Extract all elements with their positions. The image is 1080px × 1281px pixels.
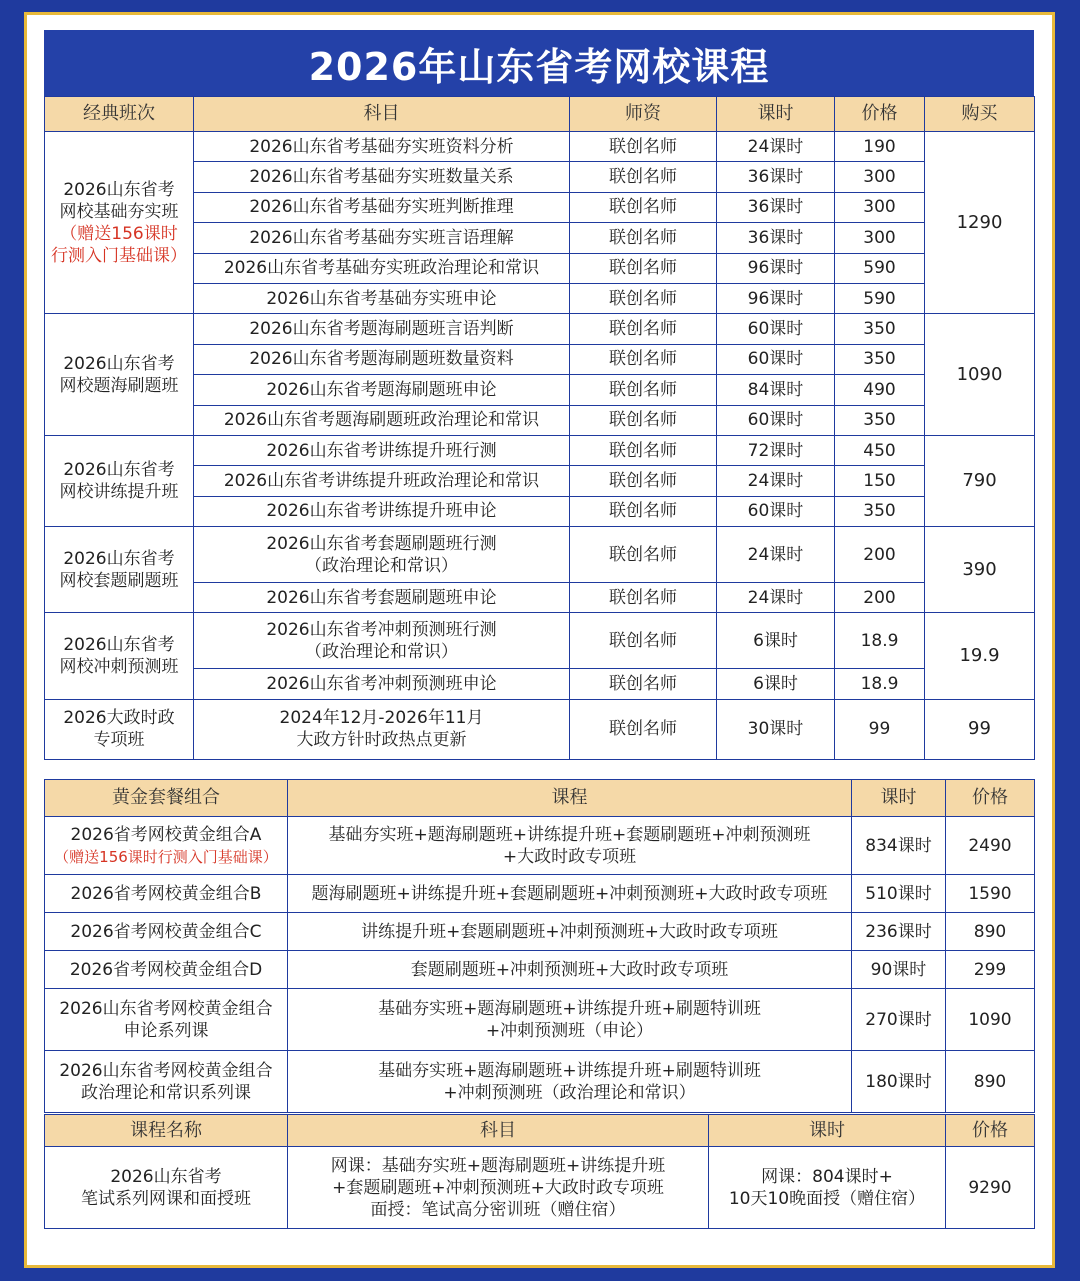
price-cell: 2490 — [946, 817, 1035, 875]
price-cell: 450 — [835, 435, 925, 465]
class-name: 2026山东省考 网校套题刷题班 — [59, 548, 179, 591]
hours-cell: 60课时 — [717, 344, 835, 374]
course-cell: 套题刷题班+冲刺预测班+大政时政专项班 — [288, 951, 852, 989]
teacher-cell: 联创名师 — [570, 253, 717, 283]
price-cell: 890 — [946, 913, 1035, 951]
price-cell: 300 — [835, 192, 925, 222]
class-name-cell — [45, 132, 194, 314]
table-header-row — [45, 97, 1035, 132]
subject-cell: 网课：基础夯实班+题海刷题班+讲练提升班 +套题刷题班+冲刺预测班+大政时政专项班 面授：笔试高分密训班（赠住宿） — [288, 1147, 709, 1229]
class-name-cell — [45, 699, 194, 759]
package-name-cell — [45, 817, 288, 875]
col-header-course-name: 课程名称 — [45, 1115, 288, 1147]
hours-cell: 60课时 — [717, 496, 835, 526]
col-header-subject: 科目 — [194, 97, 570, 132]
price-cell: 18.9 — [835, 613, 925, 669]
price-cell: 490 — [835, 375, 925, 405]
teacher-cell: 联创名师 — [570, 314, 717, 344]
price-cell: 150 — [835, 466, 925, 496]
classic-course-table — [44, 96, 1035, 760]
hours-cell: 36课时 — [717, 223, 835, 253]
col-header-course: 课程 — [288, 780, 852, 817]
teacher-cell: 联创名师 — [570, 344, 717, 374]
buy-price-cell: 790 — [925, 435, 1035, 526]
hours-cell: 180课时 — [852, 1051, 946, 1113]
hours-cell: 24课时 — [717, 466, 835, 496]
hours-cell: 834课时 — [852, 817, 946, 875]
subject-cell: 2026山东省考基础夯实班资料分析 — [194, 132, 570, 162]
hours-cell: 24课时 — [717, 132, 835, 162]
teacher-cell: 联创名师 — [570, 223, 717, 253]
subject-cell: 2026山东省考讲练提升班政治理论和常识 — [194, 466, 570, 496]
package-name-cell — [45, 1051, 288, 1113]
buy-price-cell: 99 — [925, 699, 1035, 759]
subject-cell: 2026山东省考讲练提升班行测 — [194, 435, 570, 465]
teacher-cell: 联创名师 — [570, 375, 717, 405]
course-name-cell: 2026山东省考 笔试系列网课和面授班 — [45, 1147, 288, 1229]
price-cell: 1090 — [946, 989, 1035, 1051]
subject-cell: 2026山东省考基础夯实班政治理论和常识 — [194, 253, 570, 283]
package-name: 2026省考网校黄金组合A — [70, 824, 262, 845]
class-name-cell — [45, 435, 194, 526]
class-name-cell — [45, 613, 194, 699]
course-cell: 讲练提升班+套题刷题班+冲刺预测班+大政时政专项班 — [288, 913, 852, 951]
subject-cell: 2024年12月-2026年11月 大政方针时政热点更新 — [194, 699, 570, 759]
hours-cell: 36课时 — [717, 192, 835, 222]
course-cell: 题海刷题班+讲练提升班+套题刷题班+冲刺预测班+大政时政专项班 — [288, 875, 852, 913]
teacher-cell: 联创名师 — [570, 162, 717, 192]
subject-cell: 2026山东省考基础夯实班数量关系 — [194, 162, 570, 192]
table-row — [45, 496, 1035, 526]
course-cell: 基础夯实班+题海刷题班+讲练提升班+刷题特训班 +冲刺预测班（政治理论和常识） — [288, 1051, 852, 1113]
buy-price-cell: 19.9 — [925, 613, 1035, 699]
teacher-cell: 联创名师 — [570, 132, 717, 162]
hours-cell: 270课时 — [852, 989, 946, 1051]
gift-note: （赠送156课时 行测入门基础课） — [51, 223, 187, 266]
class-name-cell — [45, 314, 194, 436]
teacher-cell: 联创名师 — [570, 435, 717, 465]
subject-cell: 2026山东省考题海刷题班言语判断 — [194, 314, 570, 344]
teacher-cell: 联创名师 — [570, 496, 717, 526]
teacher-cell: 联创名师 — [570, 466, 717, 496]
hours-cell: 36课时 — [717, 162, 835, 192]
class-name: 2026大政时政 专项班 — [63, 708, 175, 751]
price-cell: 200 — [835, 583, 925, 613]
col-header-hours: 课时 — [852, 780, 946, 817]
table-row — [45, 192, 1035, 222]
table-row — [45, 466, 1035, 496]
subject-cell: 2026山东省考基础夯实班判断推理 — [194, 192, 570, 222]
subject-cell: 2026山东省考题海刷题班数量资料 — [194, 344, 570, 374]
table-row — [45, 283, 1035, 313]
price-cell: 299 — [946, 951, 1035, 989]
price-cell: 18.9 — [835, 669, 925, 699]
teacher-cell: 联创名师 — [570, 283, 717, 313]
table-row — [45, 405, 1035, 435]
course-cell: 基础夯实班+题海刷题班+讲练提升班+刷题特训班 +冲刺预测班（申论） — [288, 989, 852, 1051]
subject-cell: 2026山东省考套题刷题班行测 （政治理论和常识） — [194, 527, 570, 583]
package-name: 2026省考网校黄金组合D — [69, 959, 263, 980]
hours-cell: 84课时 — [717, 375, 835, 405]
price-cell: 200 — [835, 527, 925, 583]
package-name: 2026山东省考网校黄金组合 政治理论和常识系列课 — [59, 1060, 273, 1103]
price-cell: 9290 — [946, 1147, 1035, 1229]
subject-cell: 2026山东省考基础夯实班申论 — [194, 283, 570, 313]
teacher-cell: 联创名师 — [570, 583, 717, 613]
col-header-teacher: 师资 — [570, 97, 717, 132]
table-row — [45, 583, 1035, 613]
price-cell: 300 — [835, 162, 925, 192]
hours-cell: 72课时 — [717, 435, 835, 465]
course-cell: 基础夯实班+题海刷题班+讲练提升班+套题刷题班+冲刺预测班 +大政时政专项班 — [288, 817, 852, 875]
table-row — [45, 132, 1035, 162]
class-name-cell — [45, 527, 194, 613]
hours-cell: 510课时 — [852, 875, 946, 913]
col-header-hours: 课时 — [709, 1115, 946, 1147]
price-cell: 350 — [835, 405, 925, 435]
col-header-price: 价格 — [946, 1115, 1035, 1147]
table-row — [45, 699, 1035, 759]
price-cell: 300 — [835, 223, 925, 253]
table-row — [45, 527, 1035, 583]
col-header-package: 黄金套餐组合 — [45, 780, 288, 817]
hours-cell: 96课时 — [717, 253, 835, 283]
subject-cell: 2026山东省考基础夯实班言语理解 — [194, 223, 570, 253]
price-cell: 590 — [835, 253, 925, 283]
price-cell: 190 — [835, 132, 925, 162]
teacher-cell: 联创名师 — [570, 699, 717, 759]
table-header-row — [45, 780, 1035, 817]
class-name: 2026山东省考 网校冲刺预测班 — [59, 635, 179, 678]
price-cell: 350 — [835, 344, 925, 374]
table-row — [45, 1051, 1035, 1113]
subject-cell: 2026山东省考讲练提升班申论 — [194, 496, 570, 526]
package-name-cell — [45, 951, 288, 989]
table-row — [45, 253, 1035, 283]
table-header-row — [45, 1115, 1035, 1147]
table-row — [45, 989, 1035, 1051]
package-name: 2026省考网校黄金组合C — [70, 921, 262, 942]
table-row — [45, 817, 1035, 875]
price-cell: 590 — [835, 283, 925, 313]
hours-cell: 网课：804课时+ 10天10晚面授（赠住宿） — [709, 1147, 946, 1229]
page-title: 2026年山东省考网校课程 — [44, 30, 1034, 96]
subject-cell: 2026山东省考冲刺预测班申论 — [194, 669, 570, 699]
table-row — [45, 344, 1035, 374]
table-row — [45, 435, 1035, 465]
class-name: 2026山东省考 网校题海刷题班 — [59, 353, 179, 396]
package-name-cell — [45, 913, 288, 951]
buy-price-cell: 1290 — [925, 132, 1035, 314]
subject-cell: 2026山东省考题海刷题班政治理论和常识 — [194, 405, 570, 435]
package-name: 2026山东省考网校黄金组合 申论系列课 — [59, 998, 273, 1041]
col-header-class: 经典班次 — [45, 97, 194, 132]
table-row — [45, 314, 1035, 344]
subject-cell: 2026山东省考题海刷题班申论 — [194, 375, 570, 405]
hours-cell: 30课时 — [717, 699, 835, 759]
hours-cell: 6课时 — [717, 669, 835, 699]
hours-cell: 236课时 — [852, 913, 946, 951]
hours-cell: 6课时 — [717, 613, 835, 669]
table-row — [45, 375, 1035, 405]
subject-cell: 2026山东省考套题刷题班申论 — [194, 583, 570, 613]
price-cell: 890 — [946, 1051, 1035, 1113]
price-cell: 1590 — [946, 875, 1035, 913]
table-row — [45, 223, 1035, 253]
teacher-cell: 联创名师 — [570, 669, 717, 699]
hours-cell: 60课时 — [717, 405, 835, 435]
col-header-subject: 科目 — [288, 1115, 709, 1147]
hours-cell: 24课时 — [717, 583, 835, 613]
package-name-cell — [45, 875, 288, 913]
teacher-cell: 联创名师 — [570, 613, 717, 669]
buy-price-cell: 1090 — [925, 314, 1035, 436]
gift-note: （赠送156课时行测入门基础课） — [54, 847, 278, 866]
price-cell: 350 — [835, 314, 925, 344]
teacher-cell: 联创名师 — [570, 527, 717, 583]
combined-course-table — [44, 1114, 1035, 1229]
col-header-price: 价格 — [946, 780, 1035, 817]
package-name: 2026省考网校黄金组合B — [70, 883, 262, 904]
table-row — [45, 613, 1035, 669]
price-cell: 99 — [835, 699, 925, 759]
col-header-price: 价格 — [835, 97, 925, 132]
buy-price-cell: 390 — [925, 527, 1035, 613]
table-row — [45, 162, 1035, 192]
table-row — [45, 913, 1035, 951]
col-header-buy: 购买 — [925, 97, 1035, 132]
hours-cell: 24课时 — [717, 527, 835, 583]
hours-cell: 90课时 — [852, 951, 946, 989]
table-row — [45, 669, 1035, 699]
teacher-cell: 联创名师 — [570, 405, 717, 435]
hours-cell: 96课时 — [717, 283, 835, 313]
col-header-hours: 课时 — [717, 97, 835, 132]
subject-cell: 2026山东省考冲刺预测班行测 （政治理论和常识） — [194, 613, 570, 669]
gold-package-table — [44, 779, 1035, 1113]
teacher-cell: 联创名师 — [570, 192, 717, 222]
package-name-cell — [45, 989, 288, 1051]
table-row — [45, 875, 1035, 913]
class-name: 2026山东省考 网校基础夯实班 — [59, 179, 179, 222]
table-row — [45, 951, 1035, 989]
price-cell: 350 — [835, 496, 925, 526]
class-name: 2026山东省考 网校讲练提升班 — [59, 459, 179, 502]
table-row — [45, 1147, 1035, 1229]
hours-cell: 60课时 — [717, 314, 835, 344]
